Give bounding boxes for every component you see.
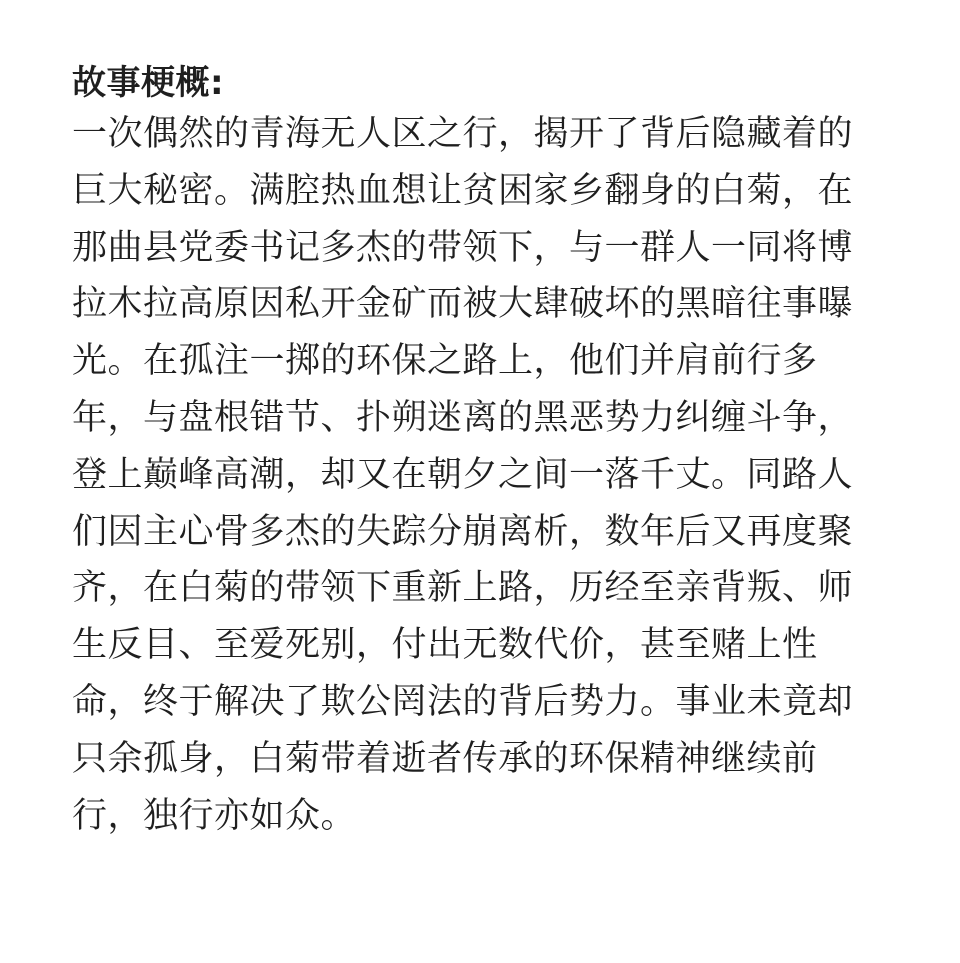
synopsis-line: 生反目、至爱死别，付出无数代价，甚至赌上性 [72,625,818,666]
synopsis-line: 一次偶然的青海无人区之行，揭开了背后隐藏着的 [72,114,854,154]
synopsis-line: 拉木拉高原因私开金矿而被大肆破坏的黑暗往事曝 [72,284,854,325]
story-synopsis [72,60,932,844]
synopsis-line: 只余孤身，白菊带着逝者传承的环保精神继续前 [72,738,818,779]
synopsis-line: 齐，在白菊的带领下重新上路，历经至亲背叛、师 [72,568,854,609]
synopsis-line: 光。在孤注一掷的环保之路上，他们并肩前行多 [72,341,818,382]
synopsis-line: 命，终于解决了欺公罔法的背后势力。事业未竟却 [72,681,854,722]
synopsis-line: 们因主心骨多杰的失踪分崩离析，数年后又再度聚 [72,511,854,552]
synopsis-line: 巨大秘密。满腔热血想让贫困家乡翻身的白菊，在 [72,170,854,211]
synopsis-line: 行，独行亦如众。 [72,795,357,836]
synopsis-title: 故事梗概: [72,63,225,103]
synopsis-line: 那曲县党委书记多杰的带领下，与一群人一同将博 [72,227,854,268]
synopsis-line: 年，与盘根错节、扑朔迷离的黑恶势力纠缠斗争， [72,397,854,438]
synopsis-body [72,106,932,844]
synopsis-line: 登上巅峰高潮，却又在朝夕之间一落千丈。同路人 [72,454,854,495]
